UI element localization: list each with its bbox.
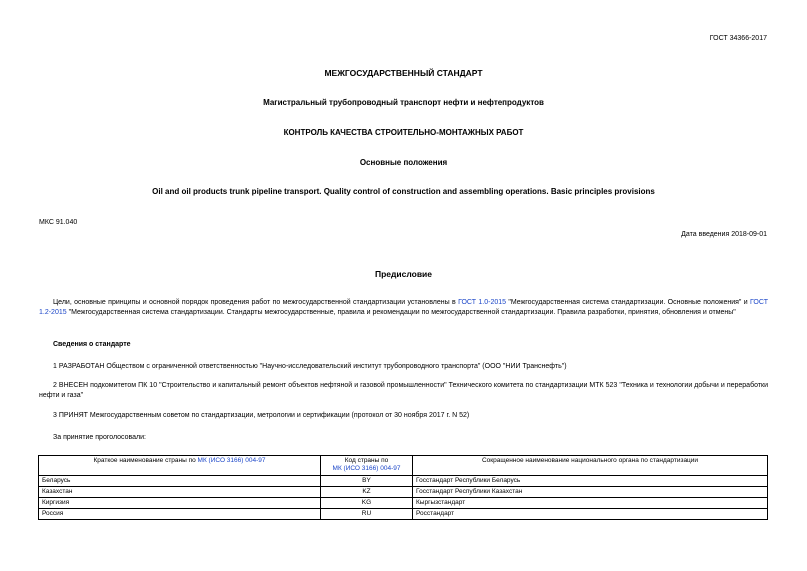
voted-label: За принятие проголосовали: [53,434,146,441]
country-cell: Беларусь [39,476,321,487]
gost-1-2-link[interactable]: ГОСТ 1.2-2015 [39,299,768,317]
mks-code: МКС 91.040 [39,219,78,226]
item-developed: 1 РАЗРАБОТАН Обществом с ограниченной ответственностью "Научно-исследовательский институт трубопроводного транспорта" (ООО "НИИ Транснефть") [53,363,567,370]
standard-heading: МЕЖГОСУДАРСТВЕННЫЙ СТАНДАРТ [324,68,483,78]
country-cell: Россия [39,509,321,520]
title-ru: Магистральный трубопроводный транспорт нефти и нефтепродуктов [263,98,544,107]
subsubtitle-ru: Основные положения [359,158,448,167]
table-row [39,498,768,509]
foreword-text-a: Цели, основные принципы и основной порядок проведения работ по межгосударственной стандартизации установлены в [53,299,459,306]
title-en: Oil and oil products trunk pipeline transport. Quality control of construction and assembling operations. Basic principles provisions [152,187,655,196]
table-row [39,509,768,520]
code-cell: RU [321,509,413,520]
org-cell: Росстандарт [413,509,768,520]
item-submitted: 2 ВНЕСЕН подкомитетом ПК 10 "Строительство и капитальный ремонт объектов нефтяной и газовой промышленности" Технического комитета по стандартизации МТК 523 "Техника и технологии добычи и переработки нефти и газа" [39,382,768,400]
country-cell: Казахстан [39,487,321,498]
header-country-text: Краткое наименование страны по [93,457,198,464]
org-cell: Кыргызстандарт [413,498,768,509]
foreword-text-b: "Межгосударственная система стандартизации. Основные положения" и [506,299,751,306]
info-heading: Сведения о стандарте [53,341,131,348]
country-cell: Киргизия [39,498,321,509]
code-cell: KZ [321,487,413,498]
foreword-paragraph [39,298,768,318]
header-country [39,456,321,476]
org-cell: Госстандарт Республики Беларусь [413,476,768,487]
document-code: ГОСТ 34366-2017 [709,35,767,42]
mk-iso-link[interactable]: МК (ИСО 3166) 004-97 [197,457,266,464]
foreword-heading: Предисловие [374,269,433,279]
code-cell: KG [321,498,413,509]
table-row [39,476,768,487]
item-adopted: 3 ПРИНЯТ Межгосударственным советом по стандартизации, метрологии и сертификации (протокол от 30 ноября 2017 г. N 52) [53,412,470,419]
voting-table [38,455,768,520]
gost-1-0-link[interactable]: ГОСТ 1.0-2015 [458,299,507,306]
table-header-row [39,456,768,476]
header-code-text: Код страны по [344,457,389,464]
introduction-date: Дата введения 2018-09-01 [681,231,767,238]
header-org: Сокращенное наименование национального органа по стандартизации [413,456,768,476]
subtitle-ru: КОНТРОЛЬ КАЧЕСТВА СТРОИТЕЛЬНО-МОНТАЖНЫХ РАБОТ [283,128,524,137]
mk-iso-link-code[interactable]: МК (ИСО 3166) 004-97 [332,465,401,473]
foreword-text-c: "Межгосударственная система стандартизации. Стандарты межгосударственные, правила и рекомендации по межгосударственной стандартизации. Правила разработки, принятия, обновления и отмены" [66,309,736,317]
header-code [321,456,413,476]
code-cell: BY [321,476,413,487]
table-row [39,487,768,498]
org-cell: Госстандарт Республики Казахстан [413,487,768,498]
